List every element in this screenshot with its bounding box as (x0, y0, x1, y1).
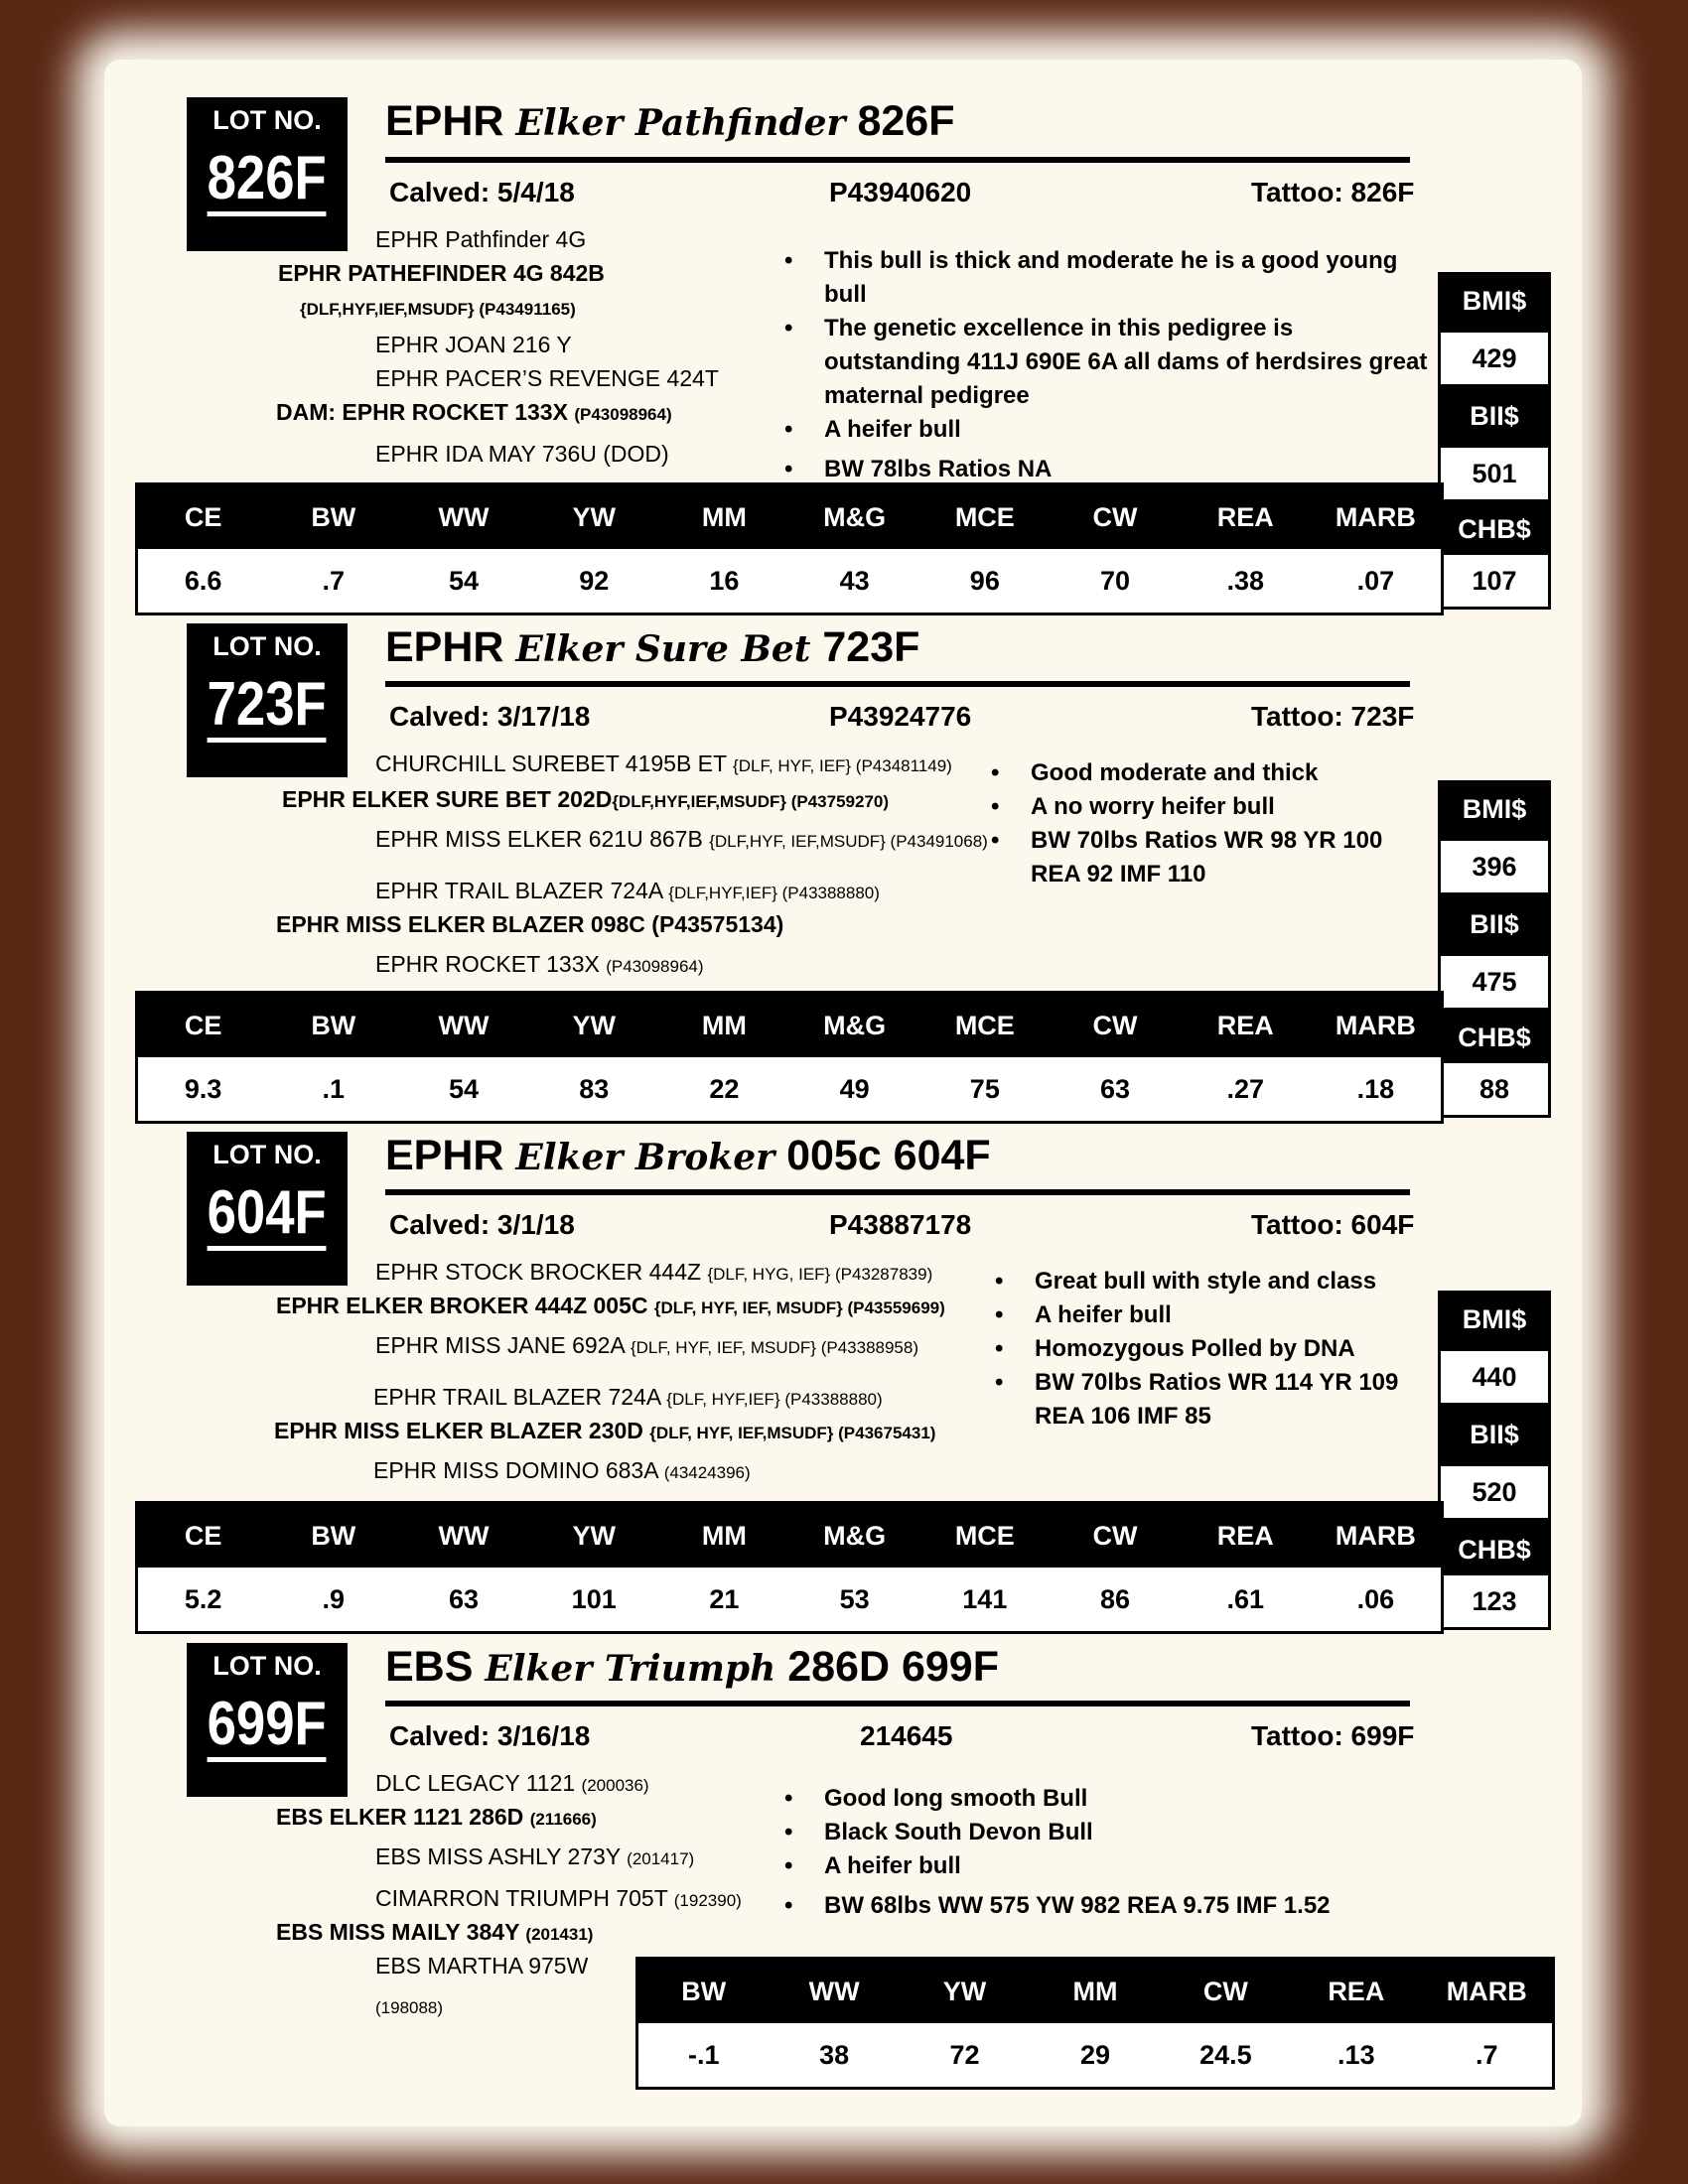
epd-header: CW (1092, 1011, 1138, 1040)
tattoo: Tattoo: 604F (1251, 1209, 1415, 1240)
name-suffix: 286D 699F (787, 1643, 999, 1691)
bii-value: 520 (1438, 1463, 1551, 1521)
title-rule (385, 157, 1410, 163)
pedigree-dam-sire: EPHR TRAIL BLAZER 724A {DLF,HYF,IEF} (P43388880) (375, 878, 880, 903)
name-script: Elker Sure Bet (515, 628, 811, 670)
comment-item: • A no worry heifer bull (991, 790, 1408, 824)
epd-value: 141 (962, 1584, 1008, 1614)
epd-value: .1 (322, 1074, 346, 1104)
epd-header: MM (701, 1011, 747, 1040)
registration-number: P43940620 (829, 177, 972, 207)
name-prefix: EPHR (385, 1132, 504, 1179)
epd-value: 43 (839, 566, 870, 596)
epd-value: 29 (1079, 2040, 1110, 2070)
lot-number: 826F (208, 148, 327, 216)
comment-item: • The genetic excellence in this pedigree is outstanding 411J 690E 6A all dams of herdsires great maternal pedigree (784, 312, 1430, 413)
epd-header: YW (942, 1977, 987, 2006)
epd-value: 72 (949, 2040, 980, 2070)
tattoo: Tattoo: 699F (1251, 1720, 1415, 1751)
pedigree-sire-dam: EPHR MISS ELKER 621U 867B {DLF,HYF, IEF,MSUDF} (P43491068) (375, 826, 988, 852)
epd-value: .13 (1337, 2040, 1375, 2070)
bmi-value: 429 (1438, 330, 1551, 387)
epd-value: 53 (839, 1584, 870, 1614)
calved-date: Calved: 3/16/18 (389, 1720, 591, 1751)
lot-number-box (187, 1132, 348, 1286)
epd-value: 54 (448, 1074, 480, 1104)
epd-value: .27 (1226, 1074, 1264, 1104)
epd-header: REA (1328, 1977, 1385, 2006)
lot-number: 699F (208, 1694, 327, 1762)
pedigree-sire-sire: CHURCHILL SUREBET 4195B ET {DLF, HYF, IEF} (P43481149) (375, 751, 952, 776)
pedigree-dam: EPHR MISS ELKER BLAZER 230D {DLF, HYF, IEF,MSUDF} (P43675431) (274, 1418, 936, 1443)
comment-item: • A heifer bull (995, 1298, 1412, 1332)
comment-item: • Homozygous Polled by DNA (995, 1332, 1412, 1366)
epd-value: 54 (448, 566, 480, 596)
epd-value: 83 (579, 1074, 610, 1104)
pedigree-dam: DAM: EPHR ROCKET 133X (P43098964) (276, 399, 672, 425)
epd-table (635, 1957, 1555, 2090)
registration-number: P43887178 (829, 1209, 972, 1240)
name-suffix: 005c 604F (786, 1132, 991, 1179)
epd-header: MARB (1335, 502, 1416, 532)
calved-date: Calved: 5/4/18 (389, 177, 575, 207)
bull-name (385, 97, 954, 146)
epd-header: MARB (1446, 1977, 1527, 2006)
epd-header: BW (311, 502, 356, 532)
epd-value: 22 (709, 1074, 740, 1104)
epd-header: YW (572, 1011, 616, 1040)
epd-header: REA (1216, 502, 1274, 532)
epd-header: CE (184, 502, 222, 532)
comment-item: • Great bull with style and class (995, 1265, 1412, 1298)
epd-header: MM (701, 1521, 747, 1551)
lot-label: LOT NO. (212, 1651, 322, 1681)
epd-value: .06 (1356, 1584, 1395, 1614)
epd-header: CW (1092, 502, 1138, 532)
epd-value: 70 (1100, 566, 1131, 596)
bii-label: BII$ (1438, 1406, 1551, 1463)
epd-header: MCE (954, 502, 1015, 532)
epd-table (135, 991, 1444, 1124)
bull-name (385, 1643, 999, 1692)
pedigree-sire-dam: EPHR JOAN 216 Y (375, 332, 572, 357)
epd-value: .07 (1356, 566, 1395, 596)
epd-header-row (138, 485, 1441, 549)
comments (995, 1265, 1412, 1433)
bull-name (385, 1132, 991, 1180)
epd-header: BW (681, 1977, 727, 2006)
epd-header: REA (1216, 1521, 1274, 1551)
chb-label: CHB$ (1438, 500, 1551, 558)
pedigree-dam-dam-reg: (198088) (375, 1998, 444, 2017)
pedigree-sire-sire: EPHR Pathfinder 4G (375, 226, 587, 252)
epd-value: -.1 (687, 2040, 720, 2070)
epd-header: MM (701, 502, 747, 532)
comment-item: • BW 70lbs Ratios WR 98 YR 100 REA 92 IMF 110 (991, 824, 1408, 891)
lot-number-box (187, 623, 348, 777)
tattoo: Tattoo: 723F (1251, 701, 1415, 732)
epd-header: CE (184, 1521, 222, 1551)
bii-value: 475 (1438, 953, 1551, 1011)
pedigree-sire-sire: DLC LEGACY 1121 (200036) (375, 1770, 649, 1796)
epd-value: 63 (448, 1584, 480, 1614)
title-rule (385, 1189, 1410, 1195)
epd-header: M&G (823, 1011, 887, 1040)
epd-header: BW (311, 1011, 356, 1040)
epd-header: WW (438, 1521, 490, 1551)
pedigree-dam-dam: EPHR MISS DOMINO 683A (43424396) (373, 1457, 751, 1483)
epd-header-row (138, 994, 1441, 1057)
comment-item: • Good moderate and thick (991, 756, 1408, 790)
epd-header-row (138, 1504, 1441, 1568)
comments (784, 244, 1430, 486)
epd-header: WW (438, 502, 490, 532)
comments (784, 1782, 1460, 1923)
pedigree-dam-sire: CIMARRON TRIUMPH 705T (192390) (375, 1885, 742, 1911)
comment-item: • Black South Devon Bull (784, 1816, 1460, 1849)
registration-number: 214645 (860, 1720, 953, 1751)
name-script: Elker Pathfinder (515, 102, 846, 144)
pedigree-sire: EPHR PATHEFINDER 4G 842B (278, 260, 605, 286)
lot-label: LOT NO. (212, 631, 322, 661)
pedigree-sire: EPHR ELKER BROKER 444Z 005C {DLF, HYF, IEF, MSUDF} (P43559699) (276, 1293, 945, 1318)
chb-label: CHB$ (1438, 1521, 1551, 1578)
comment-item: • BW 70lbs Ratios WR 114 YR 109 REA 106 IMF 85 (995, 1366, 1412, 1433)
epd-value: 24.5 (1199, 2040, 1252, 2070)
epd-header: M&G (823, 1521, 887, 1551)
chb-value: 123 (1438, 1572, 1551, 1630)
pedigree-dam-dam: EBS MARTHA 975W (375, 1953, 589, 1979)
epd-value-row (138, 1057, 1441, 1121)
lot-label: LOT NO. (212, 105, 322, 135)
name-prefix: EPHR (385, 623, 504, 671)
epd-header: CE (184, 1011, 222, 1040)
epd-value: .18 (1356, 1074, 1395, 1104)
epd-value: 6.6 (184, 566, 222, 596)
epd-value: 38 (819, 2040, 850, 2070)
lot-label: LOT NO. (212, 1140, 322, 1169)
pedigree-dam-sire: EPHR PACER’S REVENGE 424T (375, 365, 719, 391)
pedigree-dam-dam: EPHR ROCKET 133X (P43098964) (375, 951, 704, 977)
epd-value: 86 (1100, 1584, 1131, 1614)
epd-value: 49 (839, 1074, 870, 1104)
epd-header: CW (1092, 1521, 1138, 1551)
epd-value: 92 (579, 566, 610, 596)
epd-value: 96 (969, 566, 1000, 596)
comment-item: • Good long smooth Bull (784, 1782, 1460, 1816)
epd-header: M&G (823, 502, 887, 532)
comment-item: • BW 78lbs Ratios NA (784, 453, 1430, 486)
pedigree-sire-sire: EPHR STOCK BROCKER 444Z {DLF, HYG, IEF} (P43287839) (375, 1259, 933, 1285)
chb-value: 107 (1438, 552, 1551, 610)
pedigree-dam: EPHR MISS ELKER BLAZER 098C (P43575134) (276, 911, 784, 937)
bmi-value: 440 (1438, 1348, 1551, 1406)
epd-value: .7 (1475, 2040, 1498, 2070)
epd-value-row (138, 549, 1441, 613)
epd-header: WW (808, 1977, 860, 2006)
epd-header: MARB (1335, 1521, 1416, 1551)
epd-value: .9 (322, 1584, 346, 1614)
bii-label: BII$ (1438, 895, 1551, 953)
lot-number: 604F (208, 1182, 327, 1251)
name-suffix: 723F (822, 623, 920, 671)
lot-number-box (187, 97, 348, 251)
bii-value: 501 (1438, 445, 1551, 502)
registration-number: P43924776 (829, 701, 972, 732)
pedigree-dam-sire: EPHR TRAIL BLAZER 724A {DLF, HYF,IEF} (P43388880) (373, 1384, 883, 1410)
pedigree-sire: EPHR ELKER SURE BET 202D{DLF,HYF,IEF,MSUDF} (P43759270) (282, 786, 890, 812)
epd-value: .7 (322, 566, 346, 596)
comments (991, 756, 1408, 891)
epd-header: YW (572, 502, 616, 532)
bii-label: BII$ (1438, 387, 1551, 445)
bmi-value: 396 (1438, 838, 1551, 895)
epd-header: MARB (1335, 1011, 1416, 1040)
pedigree-sire-dam: EPHR MISS JANE 692A {DLF, HYF, IEF, MSUDF} (P43388958) (375, 1332, 918, 1358)
name-prefix: EBS (385, 1643, 474, 1691)
epd-value: .61 (1226, 1584, 1264, 1614)
pedigree-sire-codes: {DLF,HYF,IEF,MSUDF} (P43491165) (300, 300, 576, 319)
title-rule (385, 681, 1410, 687)
comment-item: • A heifer bull (784, 413, 1430, 447)
lot-number: 723F (208, 674, 327, 743)
pedigree-sire-dam: EBS MISS ASHLY 273Y (201417) (375, 1843, 695, 1869)
tattoo: Tattoo: 826F (1251, 177, 1415, 207)
name-script: Elker Triumph (485, 1648, 776, 1690)
calved-date: Calved: 3/1/18 (389, 1209, 575, 1240)
epd-value: 63 (1100, 1074, 1131, 1104)
epd-header: MM (1072, 1977, 1118, 2006)
bmi-label: BMI$ (1438, 780, 1551, 838)
name-suffix: 826F (857, 97, 955, 145)
epd-value: 16 (709, 566, 740, 596)
epd-value: 9.3 (184, 1074, 222, 1104)
calved-date: Calved: 3/17/18 (389, 701, 591, 732)
pedigree-dam-dam: EPHR IDA MAY 736U (DOD) (375, 441, 669, 467)
epd-value-row (638, 2023, 1552, 2087)
epd-header: MCE (954, 1521, 1015, 1551)
epd-header: WW (438, 1011, 490, 1040)
pedigree-dam: EBS MISS MAILY 384Y (201431) (276, 1919, 594, 1945)
name-prefix: EPHR (385, 97, 504, 145)
pedigree-sire: EBS ELKER 1121 286D (211666) (276, 1804, 597, 1830)
name-script: Elker Broker (515, 1137, 775, 1178)
epd-header: MCE (954, 1011, 1015, 1040)
epd-value: 75 (969, 1074, 1000, 1104)
epd-value: 101 (571, 1584, 617, 1614)
epd-header: REA (1216, 1011, 1274, 1040)
epd-header: YW (572, 1521, 616, 1551)
epd-value: .38 (1226, 566, 1264, 596)
comment-item: • BW 68lbs WW 575 YW 982 REA 9.75 IMF 1.52 (784, 1889, 1460, 1923)
epd-header-row (638, 1960, 1552, 2023)
chb-label: CHB$ (1438, 1009, 1551, 1066)
epd-header: CW (1202, 1977, 1248, 2006)
bull-name (385, 623, 919, 672)
epd-value: 5.2 (184, 1584, 222, 1614)
epd-table (135, 1501, 1444, 1634)
epd-value-row (138, 1568, 1441, 1631)
epd-header: BW (311, 1521, 356, 1551)
bmi-label: BMI$ (1438, 272, 1551, 330)
lot-number-box (187, 1643, 348, 1797)
comment-item: • This bull is thick and moderate he is a good young bull (784, 244, 1430, 312)
title-rule (385, 1701, 1410, 1706)
chb-value: 88 (1438, 1060, 1551, 1118)
epd-value: 21 (709, 1584, 740, 1614)
epd-table (135, 482, 1444, 615)
comment-item: • A heifer bull (784, 1849, 1460, 1883)
bmi-label: BMI$ (1438, 1291, 1551, 1348)
